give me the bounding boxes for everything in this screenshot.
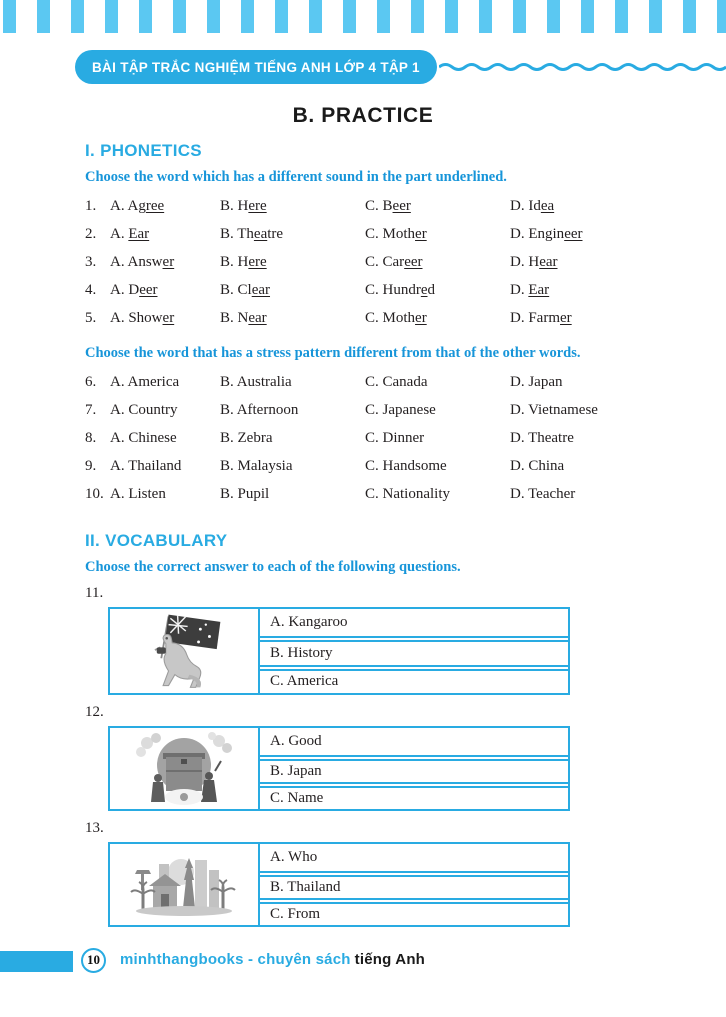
question-13-options bbox=[260, 844, 568, 925]
underlined-part: er bbox=[560, 309, 572, 326]
option-label: B. bbox=[220, 309, 238, 326]
answer-option-b[interactable]: B. History bbox=[260, 636, 568, 665]
option-label: C. bbox=[365, 429, 383, 446]
question-row bbox=[85, 424, 726, 452]
answer-option-d[interactable] bbox=[510, 430, 726, 447]
brand-suffix: tiếng Anh bbox=[354, 951, 426, 968]
answer-option-c[interactable] bbox=[365, 374, 510, 391]
book-title-badge: BÀI TẬP TRẮC NGHIỆM TIẾNG ANH LỚP 4 TẬP 1 bbox=[75, 50, 437, 84]
option-word: Teacher bbox=[528, 485, 576, 502]
option-label: B. bbox=[220, 197, 238, 214]
answer-option-a[interactable] bbox=[110, 374, 220, 391]
answer-option-b[interactable] bbox=[220, 254, 365, 271]
answer-option-c[interactable] bbox=[365, 198, 510, 215]
underlined-part: eer bbox=[564, 225, 583, 242]
answer-option-b[interactable]: B. Japan bbox=[260, 755, 568, 782]
underlined-part: ear bbox=[251, 281, 271, 298]
option-label: D. bbox=[510, 373, 529, 390]
question-12-image-cell bbox=[110, 728, 260, 809]
option-label: D. bbox=[510, 457, 529, 474]
word-suffix: tre bbox=[267, 225, 284, 242]
option-label: D. bbox=[510, 309, 529, 326]
word-prefix: Moth bbox=[382, 309, 416, 326]
underlined-part: Ear bbox=[128, 225, 150, 242]
answer-option-a[interactable]: A. Who bbox=[270, 849, 318, 865]
word-prefix: Farm bbox=[528, 309, 561, 326]
underlined-part: er bbox=[415, 309, 427, 326]
option-word: Country bbox=[128, 401, 178, 418]
question-number: 7. bbox=[85, 401, 97, 418]
question-number: 4. bbox=[85, 281, 97, 298]
underlined-part: e bbox=[420, 281, 428, 298]
option-label: A. bbox=[110, 253, 128, 270]
japan-gate-geisha-image bbox=[127, 731, 241, 807]
word-prefix: H bbox=[237, 253, 249, 270]
option-label: D. bbox=[510, 281, 529, 298]
underlined-part: ea bbox=[253, 225, 268, 242]
instruction-sound: Choose the word which has a different sound in the part underlined. bbox=[85, 169, 507, 185]
brand-name: minhthangbooks - chuyên sách bbox=[120, 951, 351, 968]
answer-option-d[interactable] bbox=[510, 486, 726, 503]
option-label: A. bbox=[110, 281, 129, 298]
question-number: 3. bbox=[85, 253, 97, 270]
option-label: D. bbox=[510, 401, 529, 418]
answer-option-c[interactable] bbox=[365, 254, 510, 271]
word-prefix: Show bbox=[128, 309, 163, 326]
answer-option-d[interactable] bbox=[510, 458, 726, 475]
word-prefix: H bbox=[237, 197, 249, 214]
question-row bbox=[85, 480, 726, 508]
answer-option-d[interactable] bbox=[510, 402, 726, 419]
question-11-options bbox=[260, 609, 568, 693]
underlined-part: er bbox=[162, 309, 175, 326]
option-label: B. bbox=[220, 485, 238, 502]
answer-option-a[interactable] bbox=[110, 282, 220, 299]
underlined-part: ere bbox=[248, 197, 267, 214]
underlined-part: ere bbox=[248, 253, 267, 270]
option-word: Japanese bbox=[382, 401, 436, 418]
answer-option-c[interactable]: C. America bbox=[260, 665, 568, 694]
answer-option-d[interactable] bbox=[510, 310, 726, 327]
question-12-options bbox=[260, 728, 568, 809]
instruction-vocabulary: Choose the correct answer to each of the following questions. bbox=[85, 559, 461, 575]
kangaroo-australian-flag-image bbox=[136, 611, 232, 691]
question-11-image-cell bbox=[110, 609, 260, 693]
word-prefix: Answ bbox=[127, 253, 163, 270]
question-13-table bbox=[108, 842, 570, 927]
word-prefix: Id bbox=[528, 197, 541, 214]
answer-option-a[interactable]: A. Good bbox=[270, 733, 322, 749]
question-number: 8. bbox=[85, 429, 97, 446]
underlined-part: eer bbox=[404, 253, 423, 270]
option-label: B. bbox=[220, 429, 238, 446]
option-word: Malaysia bbox=[237, 457, 293, 474]
option-label: D. bbox=[510, 253, 529, 270]
underlined-part: ree bbox=[145, 197, 165, 214]
question-row bbox=[85, 248, 726, 276]
page-number-badge: 10 bbox=[81, 948, 106, 973]
question-row bbox=[85, 368, 726, 396]
question-11-table bbox=[108, 607, 570, 695]
answer-option-c[interactable] bbox=[365, 226, 510, 243]
answer-option-c[interactable] bbox=[365, 310, 510, 327]
underlined-part: er bbox=[162, 253, 175, 270]
instruction-stress: Choose the word that has a stress pattern different from that of the other words. bbox=[85, 345, 581, 361]
question-row bbox=[85, 192, 726, 220]
option-label: B. bbox=[220, 225, 238, 242]
word-prefix: H bbox=[528, 253, 540, 270]
answer-option-b[interactable] bbox=[220, 226, 365, 243]
option-label: D. bbox=[510, 429, 529, 446]
option-label: B. bbox=[220, 281, 238, 298]
option-word: Theatre bbox=[528, 429, 574, 446]
answer-option-a[interactable] bbox=[110, 310, 220, 327]
option-label: A. bbox=[110, 429, 129, 446]
section-heading-phonetics: I. PHONETICS bbox=[85, 141, 202, 160]
option-label: C. bbox=[365, 225, 383, 242]
question-number: 6. bbox=[85, 373, 97, 390]
option-word: China bbox=[528, 457, 565, 474]
word-prefix: Ag bbox=[127, 197, 146, 214]
answer-option-d[interactable] bbox=[510, 282, 726, 299]
option-label: C. bbox=[365, 457, 383, 474]
page-title: B. PRACTICE bbox=[292, 104, 434, 127]
word-prefix: Moth bbox=[382, 225, 416, 242]
word-prefix: Engin bbox=[528, 225, 565, 242]
wavy-divider-line bbox=[439, 61, 726, 73]
option-word: Canada bbox=[382, 373, 428, 390]
question-12-table bbox=[108, 726, 570, 811]
option-word: Listen bbox=[128, 485, 166, 502]
question-number: 2. bbox=[85, 225, 97, 242]
answer-option-a[interactable] bbox=[110, 198, 220, 215]
section-heading-vocabulary: II. VOCABULARY bbox=[85, 531, 228, 550]
option-label: A. bbox=[110, 401, 129, 418]
word-suffix: d bbox=[427, 281, 436, 298]
answer-option-c[interactable] bbox=[365, 402, 510, 419]
option-label: A. bbox=[110, 225, 129, 242]
option-label: C. bbox=[365, 485, 383, 502]
option-word: Pupil bbox=[237, 485, 270, 502]
word-prefix: Cl bbox=[237, 281, 252, 298]
question-row bbox=[85, 396, 726, 424]
answer-option-a[interactable] bbox=[110, 402, 220, 419]
option-word: Thailand bbox=[128, 457, 182, 474]
answer-option-d[interactable] bbox=[510, 226, 726, 243]
option-label: C. bbox=[365, 373, 383, 390]
top-stripe-border bbox=[0, 0, 726, 33]
question-number: 10. bbox=[85, 485, 104, 502]
option-word: Handsome bbox=[382, 457, 447, 474]
question-number-12: 12. bbox=[85, 704, 104, 720]
option-label: C. bbox=[365, 197, 383, 214]
option-label: B. bbox=[220, 253, 238, 270]
underlined-part: ea bbox=[540, 197, 555, 214]
footer-accent-bar bbox=[0, 951, 73, 972]
option-word: Nationality bbox=[382, 485, 451, 502]
answer-option-d[interactable] bbox=[510, 374, 726, 391]
question-row bbox=[85, 276, 726, 304]
page-header bbox=[0, 50, 726, 84]
answer-option-c[interactable]: C. Name bbox=[260, 782, 568, 809]
underlined-part: eer bbox=[139, 281, 158, 298]
option-label: B. bbox=[220, 373, 237, 390]
answer-option-b[interactable] bbox=[220, 402, 365, 419]
stress-question-list bbox=[85, 368, 726, 508]
option-label: B. bbox=[220, 457, 238, 474]
option-label: A. bbox=[110, 373, 128, 390]
question-row bbox=[85, 452, 726, 480]
option-label: C. bbox=[365, 281, 383, 298]
underlined-part: eer bbox=[392, 197, 411, 214]
option-word: Chinese bbox=[128, 429, 177, 446]
underlined-part: Ear bbox=[528, 281, 550, 298]
option-label: A. bbox=[110, 485, 129, 502]
option-word: Vietnamese bbox=[528, 401, 598, 418]
question-row bbox=[85, 304, 726, 332]
answer-option-a[interactable] bbox=[110, 458, 220, 475]
question-number: 1. bbox=[85, 197, 97, 214]
underlined-part: ear bbox=[248, 309, 267, 326]
option-word: Australia bbox=[236, 373, 292, 390]
answer-option-c[interactable]: C. From bbox=[260, 898, 568, 925]
underlined-part: ear bbox=[539, 253, 558, 270]
answer-option-b[interactable]: B. Thailand bbox=[260, 871, 568, 898]
underlined-part: er bbox=[415, 225, 427, 242]
answer-option-b[interactable] bbox=[220, 310, 365, 327]
answer-option-d[interactable] bbox=[510, 254, 726, 271]
thailand-temple-skyline-image bbox=[129, 852, 239, 918]
answer-option-b[interactable] bbox=[220, 198, 365, 215]
answer-option-a[interactable] bbox=[110, 430, 220, 447]
option-label: B. bbox=[220, 401, 237, 418]
question-number-11: 11. bbox=[85, 585, 104, 601]
answer-option-c[interactable] bbox=[365, 282, 510, 299]
option-label: C. bbox=[365, 253, 383, 270]
answer-option-b[interactable] bbox=[220, 486, 365, 503]
answer-option-a[interactable] bbox=[110, 226, 220, 243]
question-13-image-cell bbox=[110, 844, 260, 925]
option-word: America bbox=[127, 373, 180, 390]
option-label: A. bbox=[110, 309, 129, 326]
word-prefix: Th bbox=[237, 225, 254, 242]
sound-question-list bbox=[85, 192, 726, 332]
answer-option-c[interactable] bbox=[365, 430, 510, 447]
word-prefix: D bbox=[128, 281, 140, 298]
word-prefix: Car bbox=[382, 253, 405, 270]
answer-option-c[interactable] bbox=[365, 458, 510, 475]
option-word: Zebra bbox=[237, 429, 273, 446]
option-word: Dinner bbox=[382, 429, 425, 446]
option-label: D. bbox=[510, 485, 529, 502]
answer-option-b[interactable] bbox=[220, 430, 365, 447]
option-label: A. bbox=[110, 197, 128, 214]
question-row bbox=[85, 220, 726, 248]
word-prefix: B bbox=[382, 197, 393, 214]
option-label: D. bbox=[510, 197, 529, 214]
answer-option-d[interactable] bbox=[510, 198, 726, 215]
option-word: Afternoon bbox=[236, 401, 299, 418]
question-number-13: 13. bbox=[85, 820, 104, 836]
publisher-brand bbox=[120, 951, 425, 968]
question-number: 5. bbox=[85, 309, 97, 326]
answer-option-b[interactable] bbox=[220, 458, 365, 475]
answer-option-a[interactable]: A. Kangaroo bbox=[270, 614, 348, 630]
answer-option-b[interactable] bbox=[220, 282, 365, 299]
option-label: D. bbox=[510, 225, 529, 242]
word-prefix: Hundr bbox=[382, 281, 421, 298]
page-footer bbox=[0, 948, 726, 974]
option-label: A. bbox=[110, 457, 129, 474]
option-label: C. bbox=[365, 401, 383, 418]
question-number: 9. bbox=[85, 457, 97, 474]
option-word: Japan bbox=[528, 373, 563, 390]
answer-option-a[interactable] bbox=[110, 486, 220, 503]
answer-option-b[interactable] bbox=[220, 374, 365, 391]
answer-option-a[interactable] bbox=[110, 254, 220, 271]
word-prefix: N bbox=[237, 309, 249, 326]
answer-option-c[interactable] bbox=[365, 486, 510, 503]
option-label: C. bbox=[365, 309, 383, 326]
